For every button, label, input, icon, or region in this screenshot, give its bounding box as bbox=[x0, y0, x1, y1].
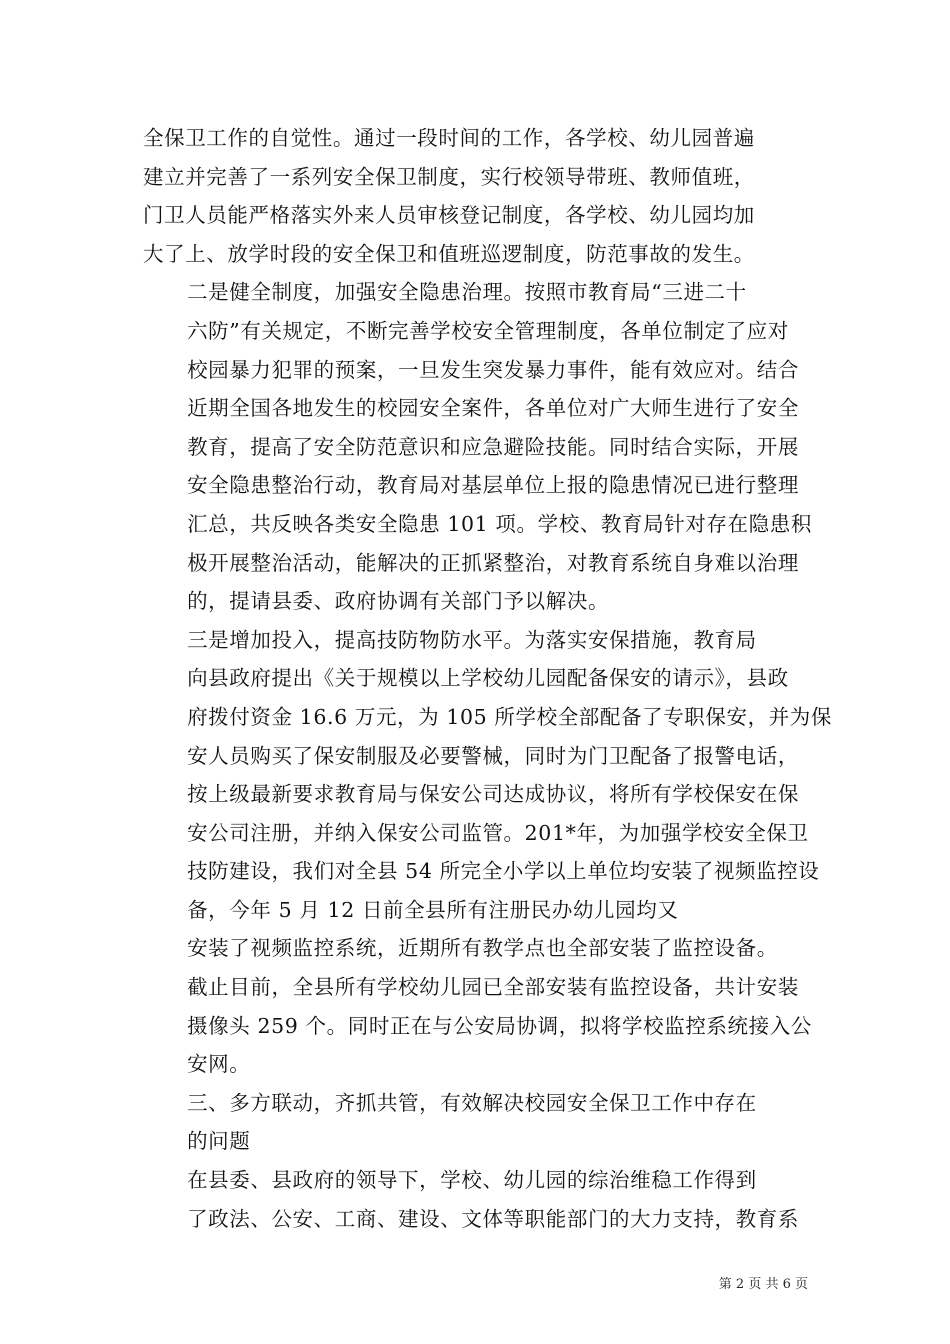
paragraph bbox=[143, 929, 813, 1083]
text-line: 教育，提高了安全防范意识和应急避险技能。同时结合实际，开展 bbox=[187, 434, 799, 459]
text-line: 府拨付资金 16.6 万元，为 105 所学校全部配备了专职保安，并为保 bbox=[187, 704, 832, 729]
text-line: 按上级最新要求教育局与保安公司达成协议，将所有学校保安在保 bbox=[187, 782, 799, 807]
paragraph bbox=[143, 273, 813, 620]
text-line: 安网。 bbox=[187, 1052, 251, 1077]
text-line: 安人员购买了保安制服及必要警械，同时为门卫配备了报警电话， bbox=[187, 743, 799, 768]
text-line: 大了上、放学时段的安全保卫和值班巡逻制度，防范事故的发生。 bbox=[143, 241, 755, 266]
text-line: 在县委、县政府的领导下，学校、幼儿园的综治维稳工作得到 bbox=[187, 1168, 757, 1193]
text-line: 安公司注册，并纳入保安公司监管。201*年，为加强学校安全保卫 bbox=[187, 820, 809, 845]
text-line: 技防建设，我们对全县 54 所完全小学以上单位均安装了视频监控设 bbox=[187, 859, 820, 884]
text-line: 向县政府提出《关于规模以上学校幼儿园配备保安的请示》，县政 bbox=[187, 666, 789, 691]
text-line: 摄像头 259 个。同时正在与公安局协调，拟将学校监控系统接入公 bbox=[187, 1013, 812, 1038]
paragraph bbox=[143, 1161, 813, 1238]
text-line: 建立并完善了一系列安全保卫制度，实行校领导带班、教师值班， bbox=[143, 164, 755, 189]
paragraph bbox=[143, 1084, 813, 1161]
text-line: 二是健全制度，加强安全隐患治理。按照市教育局“三进二十 bbox=[187, 280, 747, 305]
text-line: 全保卫工作的自觉性。通过一段时间的工作，各学校、幼儿园普遍 bbox=[143, 126, 755, 150]
paragraph bbox=[143, 621, 832, 930]
text-line: 近期全国各地发生的校园安全案件，各单位对广大师生进行了安全 bbox=[187, 396, 799, 421]
paragraph bbox=[143, 119, 813, 273]
text-line: 的，提请县委、政府协调有关部门予以解决。 bbox=[187, 589, 610, 614]
text-line: 六防”有关规定，不断完善学校安全管理制度，各单位制定了应对 bbox=[187, 318, 789, 343]
text-line: 了政法、公安、工商、建设、文体等职能部门的大力支持，教育系 bbox=[187, 1206, 799, 1231]
text-line: 的问题 bbox=[187, 1129, 251, 1154]
text-line: 备，今年 5 月 12 日前全县所有注册民办幼儿园均又 bbox=[187, 897, 679, 922]
text-line: 安装了视频监控系统，近期所有教学点也全部安装了监控设备。 bbox=[187, 936, 778, 961]
text-line: 校园暴力犯罪的预案，一旦发生突发暴力事件，能有效应对。结合 bbox=[187, 357, 799, 382]
page-number-footer: 第 2 页 共 6 页 bbox=[718, 1277, 808, 1292]
text-line: 截止目前，全县所有学校幼儿园已全部安装有监控设备，共计安装 bbox=[187, 975, 799, 1000]
text-line: 安全隐患整治行动，教育局对基层单位上报的隐患情况已进行整理 bbox=[187, 473, 799, 498]
document-body bbox=[143, 119, 832, 1238]
text-line: 极开展整治活动，能解决的正抓紧整治，对教育系统自身难以治理 bbox=[187, 550, 799, 575]
text-line: 三是增加投入，提高技防物防水平。为落实安保措施，教育局 bbox=[187, 627, 757, 652]
text-line: 三、多方联动，齐抓共管，有效解决校园安全保卫工作中存在 bbox=[187, 1090, 757, 1115]
text-line: 汇总，共反映各类安全隐患 101 项。学校、教育局针对存在隐患积 bbox=[187, 511, 812, 536]
text-line: 门卫人员能严格落实外来人员审核登记制度，各学校、幼儿园均加 bbox=[143, 203, 755, 228]
